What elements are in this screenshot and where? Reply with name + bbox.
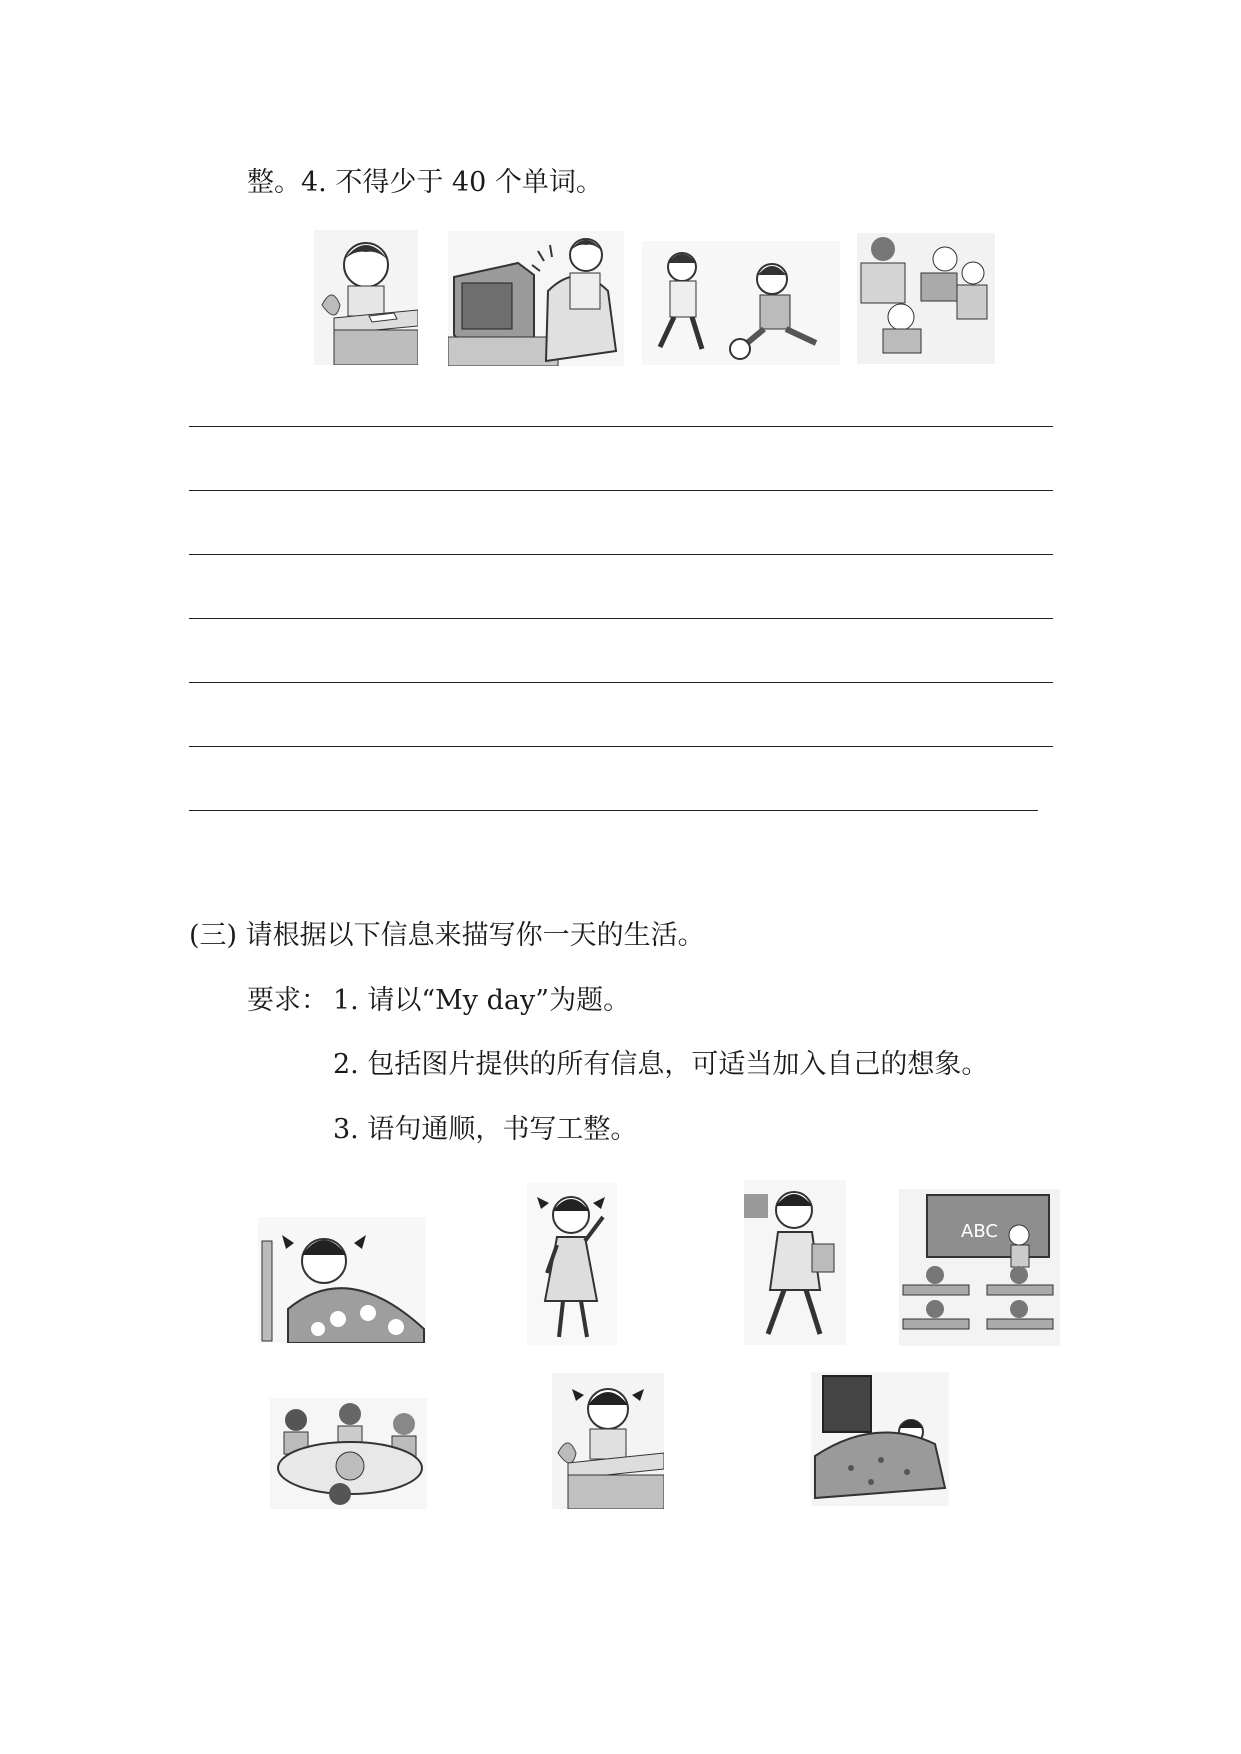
requirements-label: 要求： bbox=[247, 985, 328, 1016]
girl-waking-picture bbox=[258, 1217, 426, 1343]
writing-line[interactable] bbox=[189, 618, 1053, 619]
blackboard-text: ABC bbox=[961, 1221, 998, 1242]
requirement-2: 2. 包括图片提供的所有信息，可适当加入自己的想象。 bbox=[333, 1049, 989, 1080]
kids-reading-books-icon bbox=[857, 233, 995, 364]
boys-football-picture bbox=[642, 241, 840, 365]
family-dinner-icon bbox=[270, 1398, 427, 1509]
boy-tv-picture bbox=[448, 231, 624, 366]
family-dinner-picture bbox=[270, 1398, 427, 1509]
writing-line[interactable] bbox=[189, 490, 1053, 491]
writing-line[interactable] bbox=[189, 810, 1038, 811]
boys-playing-football-icon bbox=[642, 241, 840, 365]
girl-homework-picture bbox=[552, 1373, 664, 1509]
boy-homework-picture bbox=[314, 230, 418, 365]
writing-line[interactable] bbox=[189, 554, 1053, 555]
section-three-heading: (三) 请根据以下信息来描写你一天的生活。 bbox=[189, 920, 705, 951]
writing-line[interactable] bbox=[189, 426, 1053, 427]
requirement-1: 1. 请以“My day”为题。 bbox=[333, 985, 631, 1016]
requirement-3: 3. 语句通顺，书写工整。 bbox=[333, 1114, 638, 1145]
girl-walking-to-school-icon bbox=[744, 1180, 846, 1345]
class-in-classroom-icon bbox=[899, 1189, 1060, 1346]
girl-doing-homework-icon bbox=[552, 1373, 664, 1509]
classroom-picture bbox=[899, 1189, 1060, 1346]
writing-line[interactable] bbox=[189, 746, 1053, 747]
girl-exercise-picture bbox=[527, 1183, 617, 1345]
top-requirement: 整。4. 不得少于 40 个单词。 bbox=[247, 167, 603, 198]
kids-reading-picture bbox=[857, 233, 995, 364]
girl-sleeping-picture bbox=[811, 1372, 949, 1506]
girl-exercising-icon bbox=[527, 1183, 617, 1345]
girl-school-picture bbox=[744, 1180, 846, 1345]
girl-waking-up-icon bbox=[258, 1217, 426, 1343]
writing-line[interactable] bbox=[189, 682, 1053, 683]
boy-watching-tv-icon bbox=[448, 231, 624, 366]
girl-sleeping-icon bbox=[811, 1372, 949, 1506]
boy-homework-icon bbox=[314, 230, 418, 365]
